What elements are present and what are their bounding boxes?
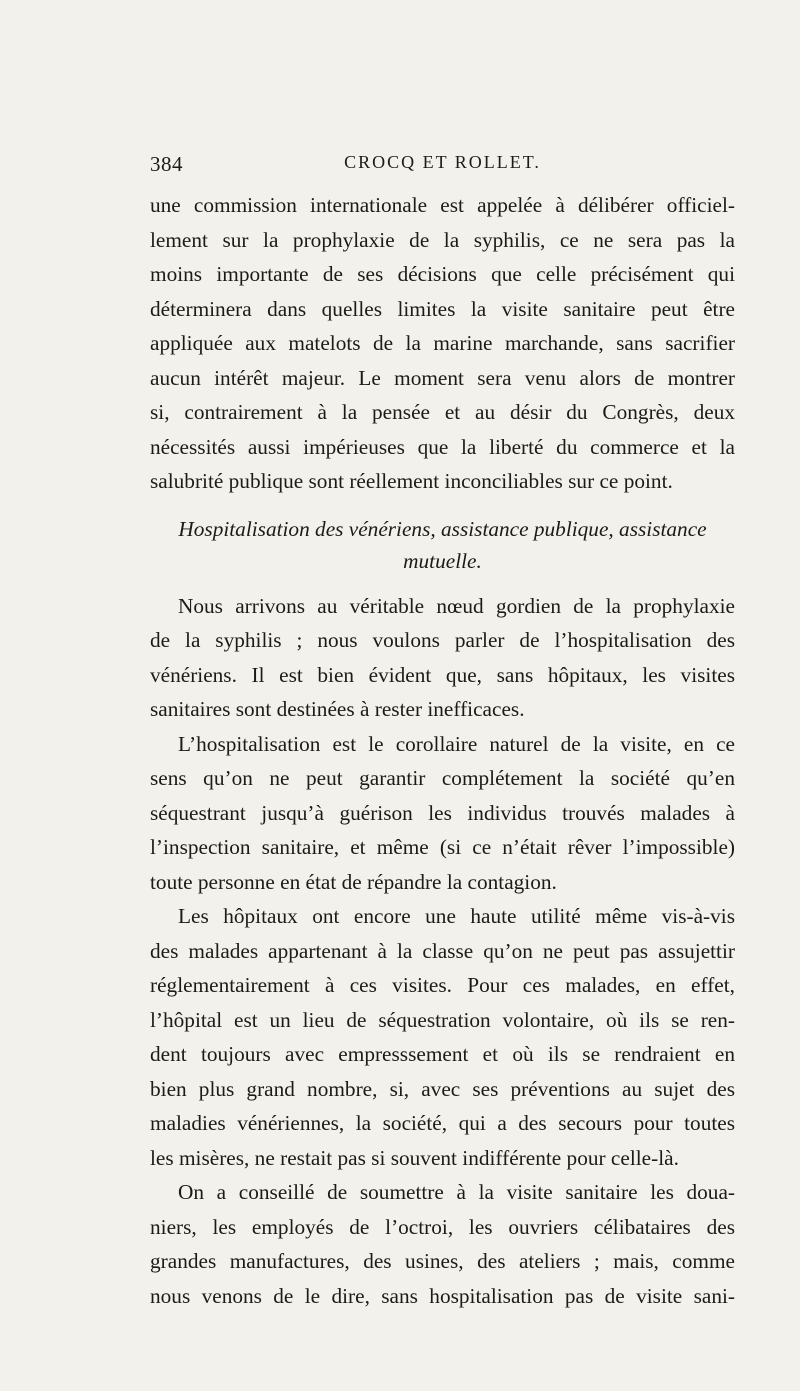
text-line: bien plus grand nombre, si, avec ses préventions au sujet des bbox=[150, 1076, 735, 1101]
text-line: grandes manufactures, des usines, des ateliers ; mais, comme bbox=[150, 1249, 735, 1273]
paragraph bbox=[150, 727, 735, 900]
text-line: niers, les employés de l’octroi, les ouvriers célibataires des bbox=[150, 1214, 735, 1239]
text-line: On a conseillé de soumettre à la visite sanitaire les doua- bbox=[178, 1180, 735, 1204]
text-line: Nous arrivons au véritable nœud gordien de la prophylaxie bbox=[178, 593, 735, 618]
text-line: des malades appartenant à la classe qu’on ne peut pas assujettir bbox=[150, 938, 735, 963]
body-text bbox=[150, 188, 735, 1313]
text-line: moins importante de ses décisions que celle précisément qui bbox=[150, 262, 735, 286]
section-heading bbox=[150, 513, 735, 577]
text-line: toute personne en état de répandre la contagion. bbox=[150, 869, 557, 894]
paragraph bbox=[150, 589, 735, 727]
paragraph bbox=[150, 899, 735, 1175]
text-line: sens qu’on ne peut garantir complétement la société qu’en bbox=[150, 766, 735, 790]
text-line: dent toujours avec empresssement et où ils se rendraient en bbox=[150, 1042, 735, 1066]
text-line: appliquée aux matelots de la marine marchande, sans sacrifier bbox=[150, 331, 735, 355]
paragraph-continued bbox=[150, 188, 735, 499]
text-line: vénériens. Il est bien évident que, sans hôpitaux, les visites bbox=[150, 662, 735, 687]
text-line: séquestrant jusqu’à guérison les individus trouvés malades à bbox=[150, 800, 735, 825]
text-line: une commission internationale est appelée à délibérer officiel- bbox=[150, 193, 735, 217]
text-line: les misères, ne restait pas si souvent indifférente pour celle-là. bbox=[150, 1145, 679, 1170]
text-line: déterminera dans quelles limites la visite sanitaire peut être bbox=[150, 296, 735, 321]
text-line: nous venons de le dire, sans hospitalisation pas de visite sani- bbox=[150, 1283, 735, 1308]
text-line: Les hôpitaux ont encore une haute utilité même vis-à-vis bbox=[178, 904, 735, 928]
text-line: sanitaires sont destinées à rester inefficaces. bbox=[150, 697, 525, 721]
text-line: salubrité publique sont réellement inconciliables sur ce point. bbox=[150, 469, 673, 493]
paragraph bbox=[150, 1175, 735, 1313]
section-heading-line: mutuelle. bbox=[403, 548, 482, 573]
text-line: de la syphilis ; nous voulons parler de l’hospitalisation des bbox=[150, 628, 735, 652]
text-line: maladies vénériennes, la société, qui a des secours pour toutes bbox=[150, 1111, 735, 1135]
text-line: l’hôpital est un lieu de séquestration volontaire, où ils se ren- bbox=[150, 1007, 735, 1032]
page-header bbox=[150, 152, 735, 182]
text-line: réglementairement à ces visites. Pour ces malades, en effet, bbox=[150, 973, 735, 997]
section-heading-line: Hospitalisation des vénériens, assistance publique, assistance bbox=[178, 516, 707, 541]
text-line: si, contrairement à la pensée et au désir du Congrès, deux bbox=[150, 400, 735, 424]
running-head: CROCQ ET ROLLET. bbox=[344, 152, 541, 172]
text-line: aucun intérêt majeur. Le moment sera venu alors de montrer bbox=[150, 365, 735, 390]
text-line: nécessités aussi impérieuses que la liberté du commerce et la bbox=[150, 434, 735, 459]
text-line: L’hospitalisation est le corollaire naturel de la visite, en ce bbox=[178, 731, 735, 756]
text-line: l’inspection sanitaire, et même (si ce n’était rêver l’impossible) bbox=[150, 835, 735, 859]
text-line: lement sur la prophylaxie de la syphilis, ce ne sera pas la bbox=[150, 227, 735, 252]
page-number: 384 bbox=[150, 152, 183, 176]
